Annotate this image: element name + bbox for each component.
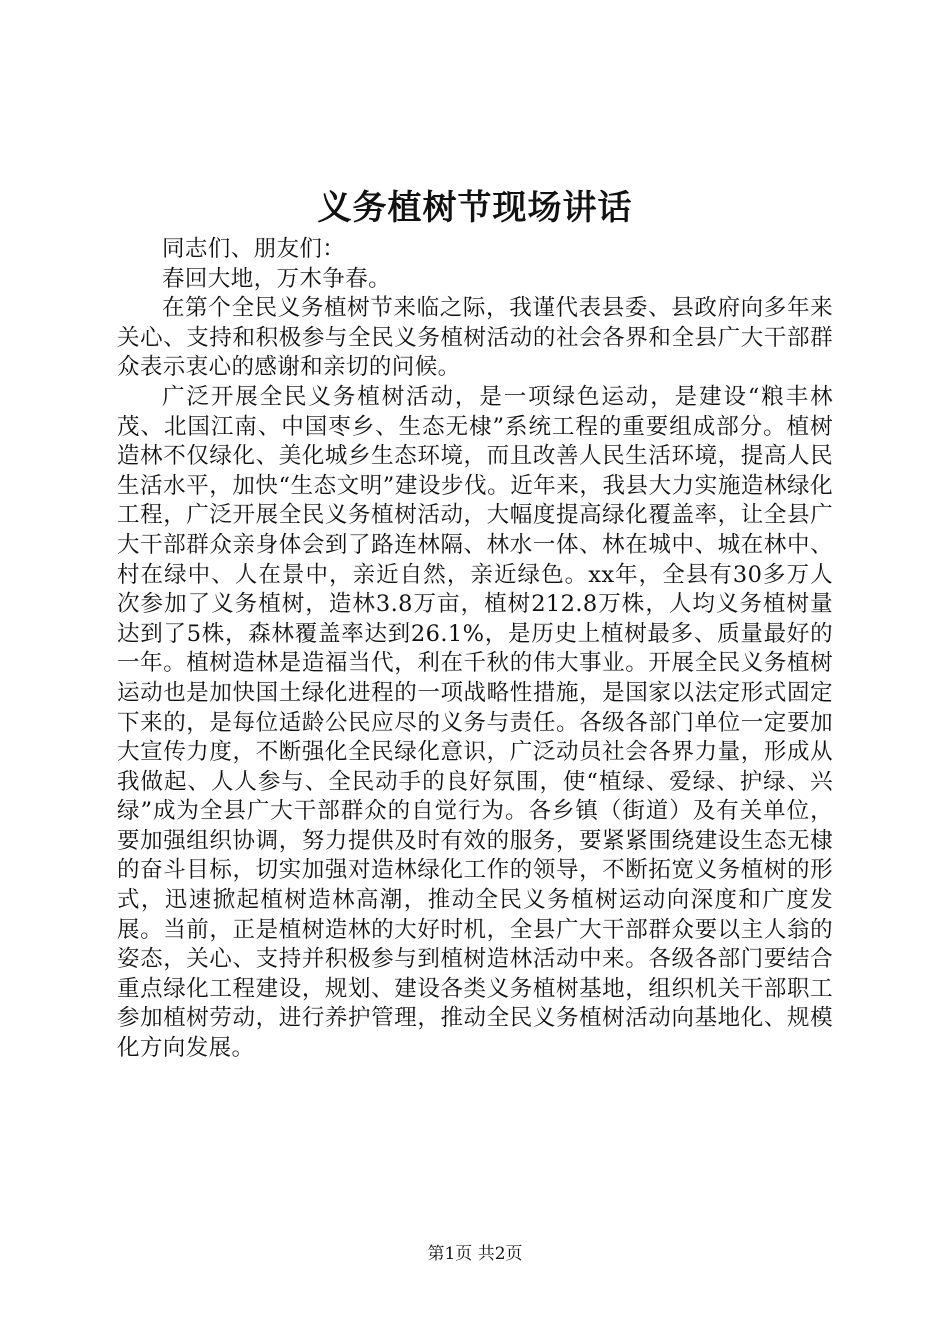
paragraph-thanks: 在第个全民义务植树节来临之际，我谨代表县委、县政府向多年来关心、支持和积极参与全民义务植树活动的社会各界和全县广大干部群众表示衷心的感谢和亲切的问候。 <box>117 295 833 381</box>
paragraph-salutation: 同志们、朋友们： <box>162 236 346 262</box>
paragraph-opening: 春回大地，万木争春。 <box>162 265 392 292</box>
page-footer: 第1页 共2页 <box>427 1244 523 1264</box>
paragraph-main: 广泛开展全民义务植树活动，是一项绿色运动，是建设“粮丰林茂、北国江南、中国枣乡、生态无棣”系统工程的重要组成部分。植树造林不仅绿化、美化城乡生态环境，而且改善人民生活环境，提高人民生活水平，加快“生态文明”建设步伐。近年来，我县大力实施造林绿化工程，广泛开展全民义务植树活动，大幅度提高绿化覆盖率，让全县广大干部群众亲身体会到了路连林隔、林水一体、林在城中、城在林中、村在绿中、人在景中，亲近自然，亲近绿色。xx年，全县有30多万人次参加了义务植树，造林3.8万亩，植树212.8万株，人均义务植树量达到了5株，森林覆盖率达到26.1%，是历史上植树最多、质量最好的一年。植树造林是造福当代，利在千秋的伟大事业。开展全民义务植树运动也是加快国土绿化进程的一项战略性措施，是国家以法定形式固定下来的，是每位适龄公民应尽的义务与责任。各级各部门单位一定要加大宣传力度，不断强化全民绿化意识，广泛动员社会各界力量，形成从我做起、人人参与、全民动手的良好氛围，使“植绿、爱绿、护绿、兴绿”成为全县广大干部群众的自觉行为。各乡镇（街道）及有关单位，要加强组织协调，努力提供及时有效的服务，要紧紧围绕建设生态无棣的奋斗目标，切实加强对造林绿化工作的领导，不断拓宽义务植树的形式，迅速掀起植树造林高潮，推动全民义务植树运动向深度和广度发展。当前，正是植树造林的大好时机，全县广大干部群众要以主人翁的姿态，关心、支持并积极参与到植树造林活动中来。各级各部门要结合重点绿化工程建设，规划、建设各类义务植树基地，组织机关干部职工参加植树劳动，进行养护管理，推动全民义务植树活动向基地化、规模化方向发展。 <box>117 383 833 1062</box>
document-title: 义务植树节现场讲话 <box>317 188 633 228</box>
document-body <box>117 235 833 1064</box>
